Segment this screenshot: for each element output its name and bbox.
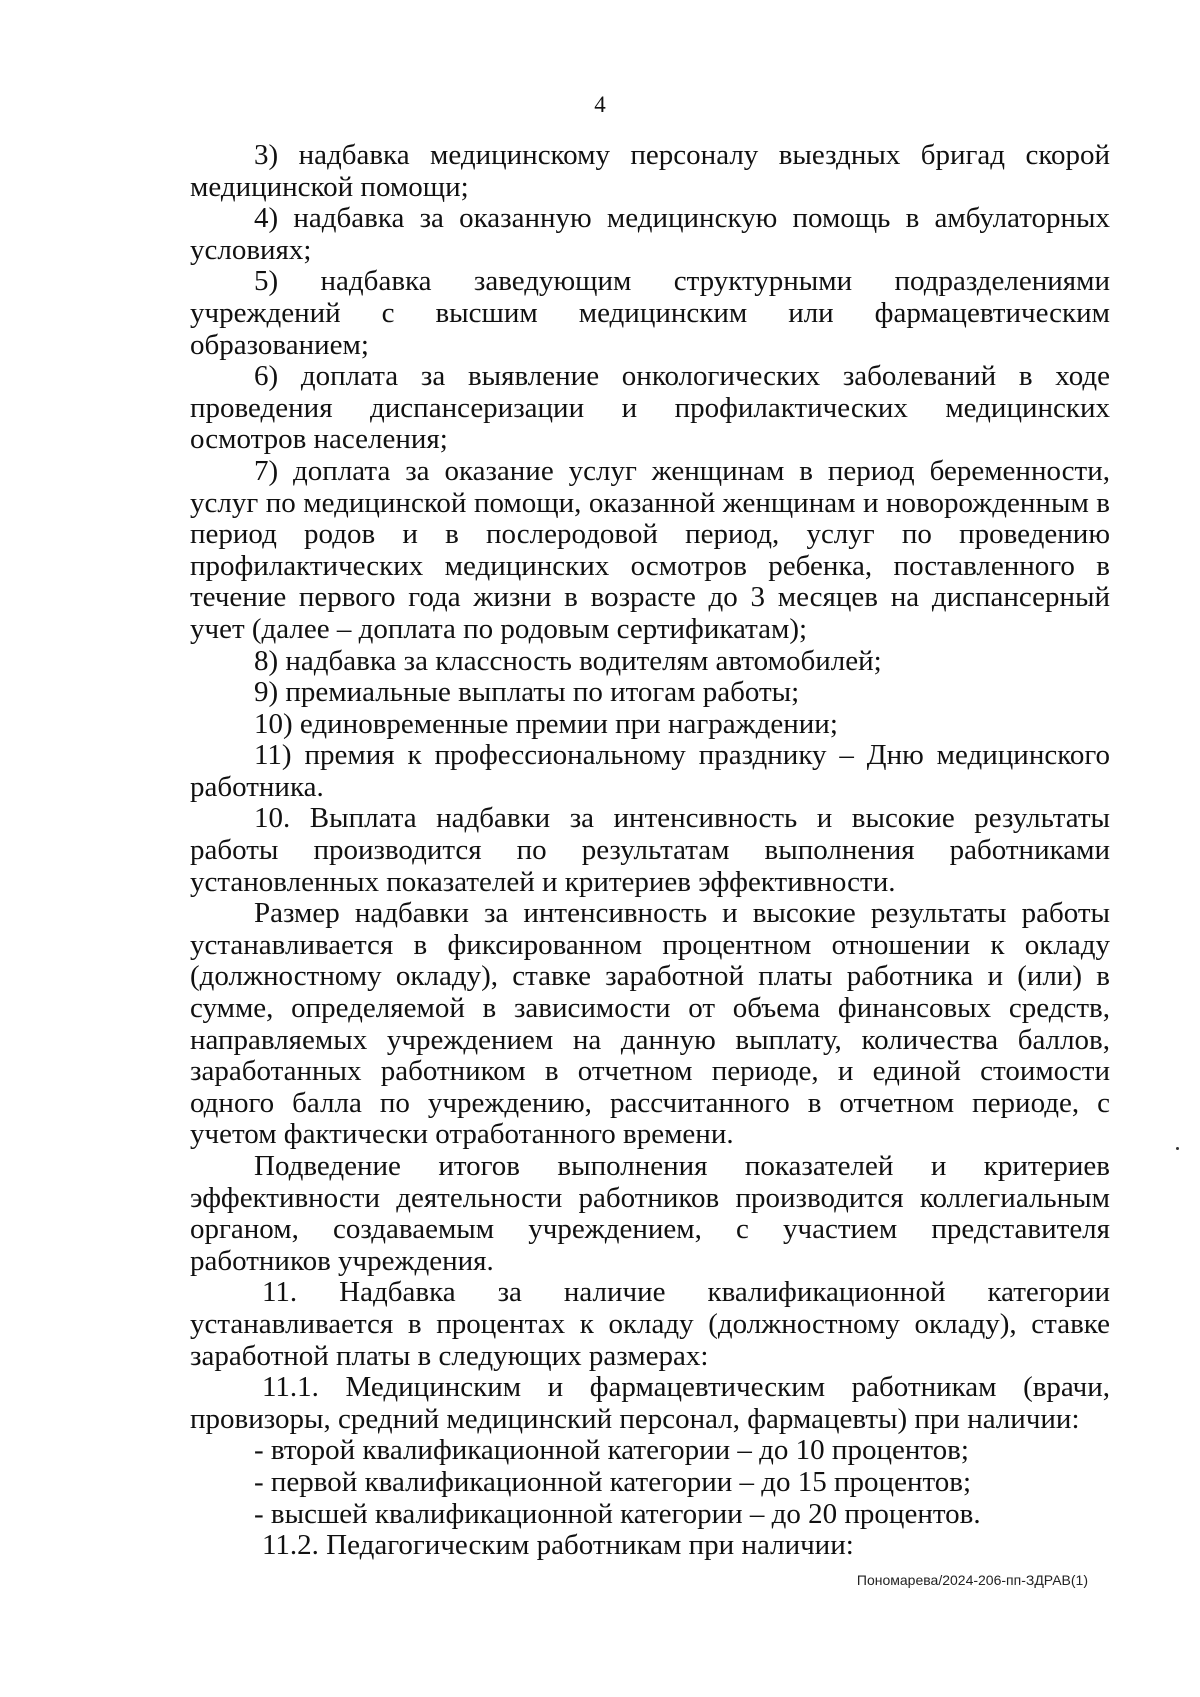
list-item-8: 8) надбавка за классность водителям автомобилей; [254,644,882,677]
list-item-7: 7) доплата за оказание услуг женщинам в период беременности, услуг по медицинской помощи, оказанной женщинам и новорожденным в период родов и в послеродовой период, услуг по проведению профилактических медицинских осмотров ребенка, поставленного в течение первого года жизни в возрасте до 3 месяцев на диспансерный учет (далее – доплата по родовым сертификатам); [190,454,1110,645]
category-highest: - высшей квалификационной категории – до 20 процентов. [254,1497,981,1530]
category-second: - второй квалификационной категории – до 10 процентов; [254,1434,969,1467]
list-item-9: 9) премиальные выплаты по итогам работы; [254,676,800,709]
clause-11-1: 11.1. Медицинским и фармацевтическим работникам (врачи, провизоры, средний медицинский персонал, фармацевты) при наличии: [190,1371,1110,1435]
list-item-4: 4) надбавка за оказанную медицинскую помощь в амбулаторных условиях; [190,202,1110,266]
list-item-11: 11) премия к профессиональному празднику – Дню медицинского работника. [190,739,1110,803]
scan-dot [1176,1147,1179,1150]
list-item-3: 3) надбавка медицинскому персоналу выездных бригад скорой медицинской помощи; [190,139,1110,203]
clause-10-paragraph-review: Подведение итогов выполнения показателей и критериев эффективности деятельности работников производится коллегиальным органом, создаваемым учреждением, с участием представителя работников учреждения. [190,1150,1110,1277]
document-body [190,140,1110,1562]
footer-document-code: Пономарева/2024-206-пп-ЗДРАВ(1) [856,1572,1088,1588]
clause-11-2: 11.2. Педагогическим работникам при наличии: [262,1529,854,1562]
page-number: 4 [594,92,606,117]
category-first: - первой квалификационной категории – до 15 процентов; [254,1465,972,1498]
list-item-5: 5) надбавка заведующим структурными подразделениями учреждений с высшим медицинским или фармацевтическим образованием; [190,265,1110,361]
clause-11: 11. Надбавка за наличие квалификационной категории устанавливается в процентах к окладу (должностному окладу), ставке заработной платы в следующих размерах: [190,1276,1110,1372]
clause-10-paragraph-size: Размер надбавки за интенсивность и высокие результаты работы устанавливается в фиксированном процентном отношении к окладу (должностному окладу), ставке заработной платы работника и (или) в сумме, определяемой в зависимости от объема финансовых средств, направляемых учреждением на данную выплату, количества баллов, заработанных работником в отчетном периоде, и единой стоимости одного балла по учреждению, рассчитанного в отчетном периоде, с учетом фактически отработанного времени. [190,897,1110,1151]
clause-10: 10. Выплата надбавки за интенсивность и высокие результаты работы производится по результатам выполнения работниками установленных показателей и критериев эффективности. [190,802,1110,898]
list-item-6: 6) доплата за выявление онкологических заболеваний в ходе проведения диспансеризации и профилактических медицинских осмотров населения; [190,360,1110,456]
list-item-10: 10) единовременные премии при награждении; [254,707,838,740]
